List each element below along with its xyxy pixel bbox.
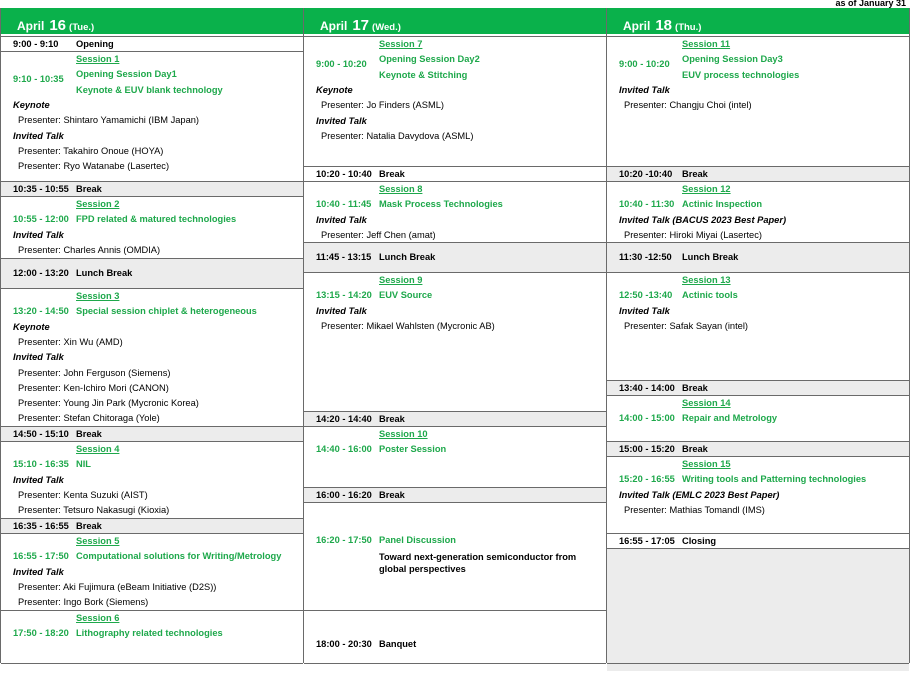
session-title: Actinic tools — [682, 290, 738, 301]
time-slot: 17:50 - 18:20 — [13, 628, 69, 639]
time-slot: 11:30 -12:50 — [619, 252, 672, 262]
day-number: 16 — [49, 17, 67, 34]
break-block — [304, 242, 606, 272]
time-slot: 16:55 - 17:05 — [619, 535, 675, 546]
day-column-april-18 — [606, 8, 910, 663]
talk-type-heading: Invited Talk — [316, 305, 367, 316]
time-slot: 15:10 - 16:35 — [13, 459, 69, 470]
break-block — [304, 411, 606, 426]
weekday: (Wed.) — [372, 22, 401, 33]
break-block — [607, 441, 909, 456]
slot-label: Lunch Break — [682, 252, 739, 262]
time-slot: 10:35 - 10:55 — [13, 183, 69, 194]
presenter: Presenter: Jo Finders (ASML) — [321, 100, 444, 111]
time-slot: 10:40 - 11:30 — [619, 199, 675, 210]
time-slot: 14:50 - 15:10 — [13, 428, 69, 439]
column-bottom-rule — [1, 663, 303, 664]
time-slot: 16:20 - 17:50 — [316, 535, 372, 545]
slot-label: Opening — [76, 38, 114, 49]
session-link: Session 10 — [379, 429, 428, 439]
presenter: Presenter: Stefan Chitoraga (Yole) — [18, 413, 160, 424]
session-link: Session 14 — [682, 398, 731, 408]
presenter: Presenter: Xin Wu (AMD) — [18, 336, 123, 347]
session-title: Computational solutions for Writing/Metrology — [76, 551, 282, 562]
slot-label: Banquet — [379, 639, 417, 649]
as-of-note: as of January 31 — [835, 0, 906, 8]
slot-label: Break — [76, 428, 102, 439]
panel-title: Panel Discussion — [379, 535, 456, 545]
presenter: Presenter: Ken-Ichiro Mori (CANON) — [18, 382, 169, 393]
panel-block — [304, 502, 606, 610]
talk-type-heading: Keynote — [13, 321, 50, 332]
break-block — [607, 166, 909, 181]
session-block — [1, 288, 303, 426]
column-bottom-rule — [607, 663, 909, 664]
presenter: Presenter: Safak Sayan (intel) — [624, 320, 749, 331]
session-link: Session 6 — [76, 613, 120, 623]
weekday: (Thu.) — [675, 22, 702, 33]
time-slot: 14:40 - 16:00 — [316, 444, 372, 455]
session-block — [1, 51, 303, 181]
slot-label: Break — [682, 168, 708, 179]
time-slot: 10:40 - 11:45 — [316, 199, 372, 210]
time-slot: 12:00 - 13:20 — [13, 268, 69, 278]
session-subtitle: Keynote & Stitching — [379, 69, 468, 80]
time-slot: 13:20 - 14:50 — [13, 306, 69, 317]
session-block — [607, 272, 909, 380]
session-block — [304, 181, 606, 242]
time-slot: 15:00 - 15:20 — [619, 443, 675, 454]
session-link: Session 3 — [76, 291, 120, 301]
break-block — [1, 426, 303, 441]
slot-label: Break — [682, 382, 708, 393]
session-block — [607, 36, 909, 166]
time-slot: 13:40 - 14:00 — [619, 382, 675, 393]
session-block — [304, 36, 606, 166]
slot-label: Break — [682, 443, 708, 454]
session-title: Opening Session Day3 — [682, 54, 783, 65]
time-slot: 16:35 - 16:55 — [13, 520, 69, 531]
session-title: NIL — [76, 459, 91, 470]
time-slot: 10:20 -10:40 — [619, 168, 673, 179]
plain-block — [1, 36, 303, 51]
time-slot: 9:10 - 10:35 — [13, 74, 64, 85]
session-title: FPD related & matured technologies — [76, 214, 237, 225]
session-link: Session 2 — [76, 199, 120, 209]
plain-block — [304, 166, 606, 181]
session-block — [607, 395, 909, 441]
presenter: Presenter: Charles Annis (OMDIA) — [18, 244, 161, 255]
talk-type-heading: Invited Talk (BACUS 2023 Best Paper) — [619, 214, 787, 225]
time-slot: 14:00 - 15:00 — [619, 413, 675, 424]
session-block — [607, 456, 909, 533]
presenter: Presenter: Tetsuro Nakasugi (Kioxia) — [18, 505, 170, 516]
session-title: Mask Process Technologies — [379, 199, 503, 210]
session-link: Session 7 — [379, 39, 423, 49]
month: April — [17, 19, 45, 33]
session-title: Opening Session Day1 — [76, 69, 177, 80]
time-slot: 9:00 - 9:10 — [13, 38, 59, 49]
session-title: Writing tools and Patterning technologies — [682, 474, 867, 485]
time-slot: 9:00 - 10:20 — [619, 59, 670, 70]
slot-label: Break — [76, 183, 102, 194]
break-block — [1, 258, 303, 288]
day-number: 17 — [352, 17, 370, 34]
talk-type-heading: Invited Talk — [13, 130, 64, 141]
session-link: Session 13 — [682, 275, 731, 285]
time-slot: 16:00 - 16:20 — [316, 489, 372, 500]
talk-type-heading: Keynote — [13, 99, 50, 110]
break-block — [1, 518, 303, 533]
slot-label: Lunch Break — [76, 268, 133, 278]
session-block — [304, 272, 606, 411]
talk-type-heading: Invited Talk — [13, 474, 64, 485]
time-slot: 14:20 - 14:40 — [316, 413, 372, 424]
session-block — [1, 533, 303, 610]
session-link: Session 9 — [379, 275, 423, 285]
talk-type-heading: Keynote — [316, 84, 353, 95]
day-header — [607, 8, 909, 34]
talk-type-heading: Invited Talk (EMLC 2023 Best Paper) — [619, 489, 780, 500]
time-slot: 11:45 - 13:15 — [316, 252, 372, 262]
session-title: Special session chiplet & heterogeneous — [76, 306, 257, 317]
slot-label: Break — [379, 413, 405, 424]
talk-type-heading: Invited Talk — [13, 352, 64, 363]
talk-type-heading: Invited Talk — [13, 229, 64, 240]
session-subtitle: Keynote & EUV blank technology — [76, 84, 223, 95]
session-block — [1, 441, 303, 518]
time-slot: 10:55 - 12:00 — [13, 214, 69, 225]
break-block — [607, 380, 909, 395]
presenter: Presenter: Takahiro Onoue (HOYA) — [18, 145, 164, 156]
slot-label: Break — [379, 168, 405, 179]
time-slot: 9:00 - 10:20 — [316, 59, 367, 70]
session-block — [1, 196, 303, 258]
break-block — [304, 487, 606, 502]
session-title: Lithography related technologies — [76, 628, 223, 639]
break-block — [1, 181, 303, 196]
presenter: Presenter: Ryo Watanabe (Lasertec) — [18, 161, 170, 172]
empty-cell — [607, 548, 909, 671]
panel-subtitle: Toward next-generation semiconductor from global perspectives — [379, 552, 577, 574]
session-title: Actinic Inspection — [682, 199, 763, 210]
session-title: Poster Session — [379, 444, 447, 455]
session-link: Session 1 — [76, 54, 120, 64]
session-link: Session 5 — [76, 536, 120, 546]
session-link: Session 12 — [682, 184, 731, 194]
presenter: Presenter: Mikael Wahlsten (Mycronic AB) — [321, 320, 495, 331]
presenter: Presenter: Jeff Chen (amat) — [321, 229, 436, 240]
talk-type-heading: Invited Talk — [13, 566, 64, 577]
session-link: Session 11 — [682, 39, 731, 49]
break-block — [607, 242, 909, 272]
day-number: 18 — [655, 17, 673, 34]
session-block — [304, 426, 606, 487]
presenter: Presenter: Natalia Davydova (ASML) — [321, 130, 474, 141]
session-title: Repair and Metrology — [682, 413, 778, 424]
time-slot: 18:00 - 20:30 — [316, 639, 372, 649]
day-column-april-16 — [0, 8, 304, 663]
presenter: Presenter: Hiroki Miyai (Lasertec) — [624, 229, 762, 240]
talk-type-heading: Invited Talk — [619, 305, 670, 316]
column-bottom-rule — [304, 663, 606, 664]
time-slot: 12:50 -13:40 — [619, 290, 673, 301]
day-column-april-17 — [303, 8, 607, 663]
session-block — [607, 181, 909, 242]
month: April — [623, 19, 651, 33]
plain-block — [304, 610, 606, 671]
session-title: Opening Session Day2 — [379, 54, 480, 65]
presenter: Presenter: Kenta Suzuki (AIST) — [18, 489, 148, 500]
session-link: Session 4 — [76, 444, 120, 454]
time-slot: 16:55 - 17:50 — [13, 551, 69, 562]
weekday: (Tue.) — [69, 22, 95, 33]
month: April — [320, 19, 348, 33]
presenter: Presenter: Ingo Bork (Siemens) — [18, 597, 149, 608]
slot-label: Break — [379, 489, 405, 500]
presenter: Presenter: Young Jin Park (Mycronic Korea) — [18, 398, 199, 409]
talk-type-heading: Invited Talk — [316, 115, 367, 126]
slot-label: Closing — [682, 535, 717, 546]
presenter: Presenter: John Ferguson (Siemens) — [18, 367, 171, 378]
time-slot: 10:20 - 10:40 — [316, 168, 372, 179]
day-header — [1, 8, 303, 34]
session-block — [1, 610, 303, 640]
plain-block — [607, 533, 909, 548]
presenter: Presenter: Mathias Tomandl (IMS) — [624, 504, 765, 515]
slot-label: Lunch Break — [379, 252, 436, 262]
time-slot: 13:15 - 14:20 — [316, 290, 372, 301]
session-link: Session 8 — [379, 184, 423, 194]
talk-type-heading: Invited Talk — [316, 214, 367, 225]
day-header — [304, 8, 606, 34]
presenter: Presenter: Changju Choi (intel) — [624, 100, 752, 111]
talk-type-heading: Invited Talk — [619, 84, 670, 95]
session-subtitle: EUV process technologies — [682, 69, 800, 80]
presenter: Presenter: Shintaro Yamamichi (IBM Japan) — [18, 115, 200, 126]
session-title: EUV Source — [379, 290, 433, 301]
time-slot: 15:20 - 16:55 — [619, 474, 675, 485]
session-link: Session 15 — [682, 459, 731, 469]
presenter: Presenter: Aki Fujimura (eBeam Initiative (D2S)) — [18, 581, 217, 592]
slot-label: Break — [76, 520, 102, 531]
